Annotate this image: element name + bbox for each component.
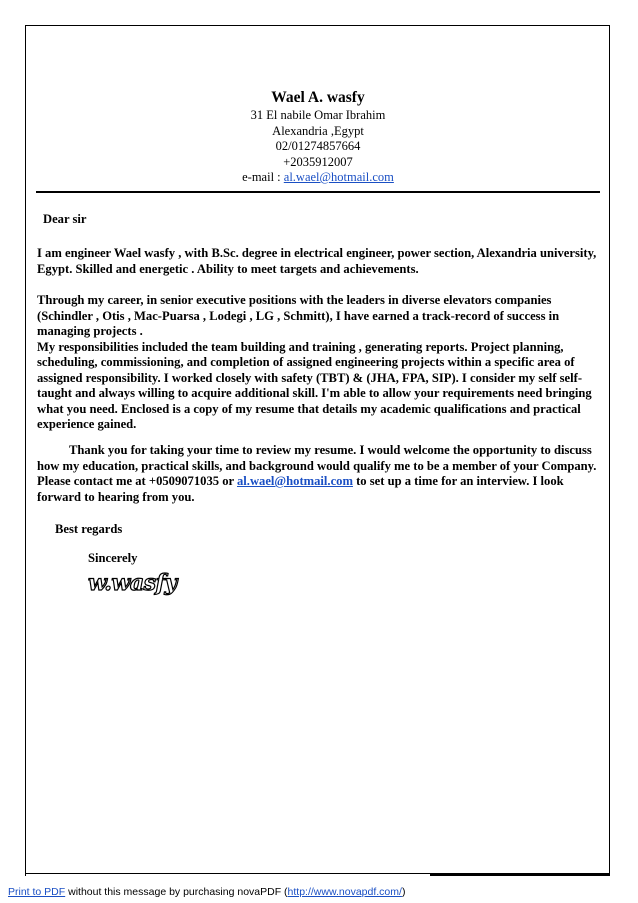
- sender-email-line: [200, 170, 436, 186]
- paragraph-closing-end: to set up a time for an interview. I look forward to hearing from you.: [37, 474, 564, 504]
- sender-address-line2: Alexandria ,Egypt: [272, 123, 364, 138]
- page-border-bottom: [25, 873, 430, 874]
- header-email-link[interactable]: al.wael@hotmail.com: [283, 170, 394, 184]
- footer-paren: ): [401, 886, 406, 898]
- pdf-footer: [8, 886, 405, 898]
- page-border-bottom-thick: [430, 873, 610, 876]
- novapdf-link[interactable]: http://www.novapdf.com/: [287, 886, 402, 898]
- header-divider: [36, 191, 600, 193]
- footer-text: without this message by purchasing novaPDF (: [65, 886, 288, 898]
- sender-phone1: 02/01274857664: [275, 139, 361, 153]
- sender-address-line1: 31 El nabile Omar Ibrahim: [250, 108, 386, 122]
- salutation: Dear sir: [43, 212, 87, 226]
- paragraph-career: [37, 293, 602, 433]
- body-email-link[interactable]: al.wael@hotmail.com: [237, 474, 353, 488]
- closing-sincerely: Sincerely: [88, 551, 138, 565]
- signature: w.wasfy: [88, 570, 177, 596]
- paragraph-closing: [37, 443, 602, 505]
- sender-name: Wael A. wasfy: [271, 89, 365, 106]
- sender-phone2: +2035912007: [283, 154, 353, 169]
- paragraph-intro: I am engineer Wael wasfy , with B.Sc. degree in electrical engineer, power section, Alexandria university, Egypt. Skilled and energetic . Ability to meet targets and achievements.: [37, 246, 597, 276]
- paragraph-closing-text: Thank you for taking your time to review my resume. I would welcome the opportunity to discuss how my education, practical skills, and background would qualify me to be a member of your Company. Please contact me at +0509071035 or: [37, 443, 597, 488]
- paragraph-career-text: Through my career, in senior executive positions with the leaders in diverse elevators companies (Schindler , Otis , Mac-Puarsa , Lodegi , LG , Schmitt), I have earned a track-record of success in managing projects .: [37, 293, 560, 338]
- letter-header: [200, 88, 436, 186]
- paragraph-responsibilities: My responsibilities included the team building and training , generating reports. Project planning, scheduling, commissioning, and completion of assigned engineering projects within a specific area of assigned responsibility. I worked closely with safety (TBT) & (JHA, FPA, SIP). I consider my self self-taught and always willing to acquire additional skill. I'm able to allow your requirements need bringing what you need. Enclosed is a copy of my resume that details my academic qualifications and practical experience gained.: [37, 339, 592, 431]
- print-to-pdf-link[interactable]: Print to PDF: [8, 886, 66, 898]
- closing-best-regards: Best regards: [55, 522, 123, 536]
- email-label: e-mail :: [242, 170, 284, 184]
